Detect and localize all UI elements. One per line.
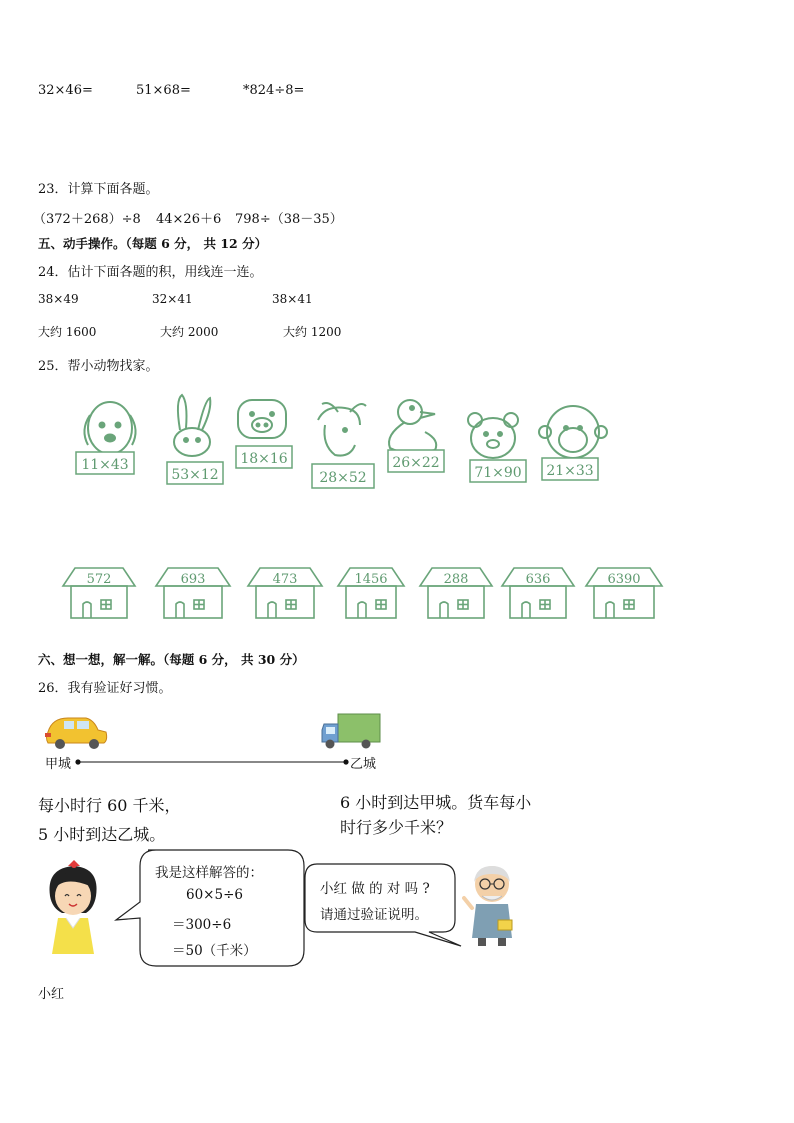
animal-label-duck: 26×22: [392, 455, 440, 471]
pig-icon: [238, 400, 286, 438]
house-label-3: 473: [272, 572, 298, 587]
girl-bubble-line-1: 我是这样解答的：: [155, 865, 263, 881]
house-label-6: 636: [525, 572, 551, 587]
section-5-heading: 五、动手操作。（每题 6 分， 共 12 分）: [38, 236, 268, 251]
monkey-icon: [539, 406, 607, 458]
dog-icon: [84, 402, 135, 454]
expr-32x46: 32×46=: [38, 83, 93, 98]
q24-expr-3: 38×41: [272, 292, 313, 306]
animal-label-monkey: 21×33: [546, 463, 594, 479]
girl-bubble-line-3: ＝300÷6: [172, 917, 232, 933]
city-b-label: 乙城: [350, 757, 377, 772]
road-diagram: [40, 710, 400, 772]
q24-expr-2: 32×41: [152, 292, 193, 306]
teacher-bubble-line-1: 小红 做 的 对 吗 ?: [320, 881, 430, 897]
house-label-2: 693: [180, 572, 206, 587]
q26-title: 26．我有验证好习惯。: [38, 681, 172, 696]
q24-expr-1: 38×49: [38, 292, 79, 306]
q24-estimate-2: 大约 2000: [160, 325, 219, 339]
q26-right-line-1: 6 小时到达甲城。货车每小: [340, 793, 532, 812]
houses-illustration: [58, 558, 670, 626]
house-label-1: 572: [86, 572, 112, 587]
animal-label-dog: 11×43: [81, 457, 129, 473]
animals-illustration: [60, 390, 680, 500]
expr-51x68: 51×68=: [136, 83, 191, 98]
q23-item-2: 44×26＋6: [156, 212, 222, 227]
girl-bubble-line-4: ＝50（千米）: [172, 943, 257, 959]
animal-label-bear: 71×90: [474, 465, 522, 481]
q23-title: 23．计算下面各题。: [38, 182, 159, 197]
teacher-illustration: [462, 862, 524, 948]
duck-icon: [389, 400, 436, 453]
q23-item-1: （372＋268）÷8: [33, 212, 141, 227]
car-icon: [45, 718, 107, 749]
animal-label-pig: 18×16: [240, 451, 288, 467]
q26-left-line-2: 5 小时到达乙城。: [38, 825, 166, 844]
q24-estimate-3: 大约 1200: [283, 325, 342, 339]
city-a-label: 甲城: [45, 757, 72, 772]
house-label-5: 288: [443, 572, 469, 587]
rabbit-icon: [174, 395, 210, 456]
q26-right-line-2: 时行多少千米？: [340, 818, 453, 837]
animal-label-rabbit: 53×12: [171, 467, 219, 483]
q24-estimate-1: 大约 1600: [38, 325, 97, 339]
q25-title: 25．帮小动物找家。: [38, 359, 159, 374]
bear-icon: [468, 413, 518, 458]
house-label-4: 1456: [354, 572, 388, 587]
q26-left-line-1: 每小时行 60 千米，: [38, 796, 181, 815]
animal-label-goat: 28×52: [319, 470, 367, 486]
girl-name-label: 小红: [38, 987, 65, 1002]
section-6-heading: 六、想一想，解一解。（每题 6 分， 共 30 分）: [38, 652, 305, 667]
girl-bubble-line-2: 60×5÷6: [186, 887, 243, 903]
house-label-7: 6390: [607, 572, 641, 587]
girl-icon: [50, 860, 97, 954]
teacher-bubble-line-2: 请通过验证说明。: [320, 907, 428, 923]
q24-title: 24．估计下面各题的积，用线连一连。: [38, 265, 263, 280]
expr-824div8: *824÷8=: [243, 83, 305, 98]
q23-item-3: 798÷（38－35）: [235, 212, 343, 227]
grandpa-teacher-icon: [464, 866, 512, 946]
girl-illustration: [36, 858, 114, 958]
goat-icon: [318, 403, 366, 456]
truck-icon: [322, 714, 380, 749]
